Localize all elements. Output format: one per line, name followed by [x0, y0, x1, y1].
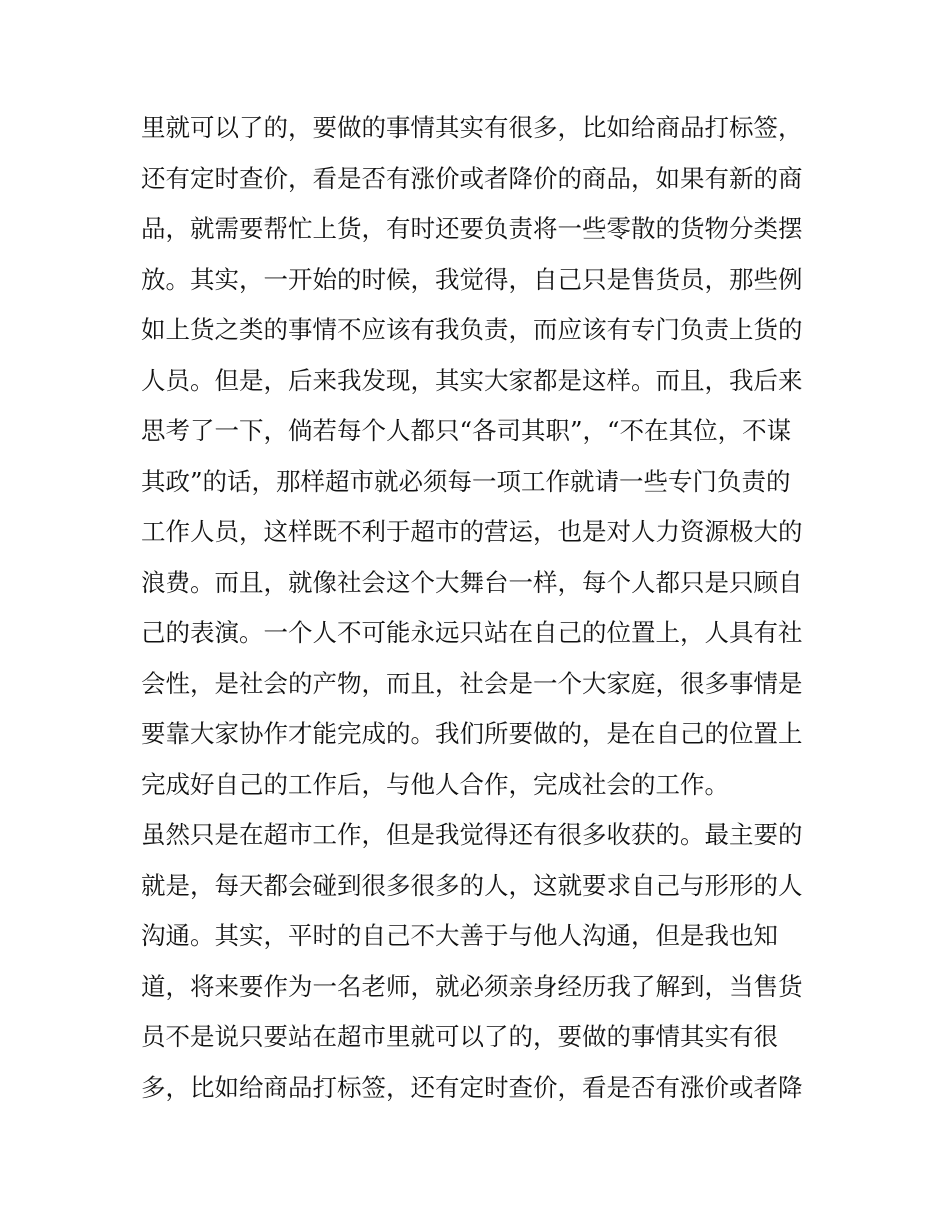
text-line: 人员。但是，后来我发现，其实大家都是这样。而且，我后来	[141, 365, 803, 395]
text-line: 会性，是社会的产物，而且，社会是一个大家庭，很多事情是	[141, 668, 803, 698]
text-line: 完成好自己的工作后，与他人合作，完成社会的工作。	[141, 769, 729, 799]
text-line: 思考了一下，倘若每个人都只“各司其职”，“不在其位，不谋	[141, 416, 792, 445]
text-line: 员不是说只要站在超市里就可以了的，要做的事情其实有很	[141, 1022, 778, 1051]
text-line: 浪费。而且，就像社会这个大舞台一样，每个人都只是只顾自	[141, 567, 803, 597]
text-line: 其政”的话，那样超市就必须每一项工作就请一些专门负责的	[141, 466, 791, 496]
text-line: 道，将来要作为一名老师，就必须亲身经历我了解到，当售货	[141, 971, 803, 1001]
text-line: 还有定时查价，看是否有涨价或者降价的商品，如果有新的商	[141, 163, 803, 193]
body-text	[141, 103, 821, 1113]
text-line: 己的表演。一个人不可能永远只站在自己的位置上，人具有社	[141, 618, 803, 647]
text-line: 如上货之类的事情不应该有我负责，而应该有专门负责上货的	[141, 315, 803, 344]
text-line: 放。其实，一开始的时候，我觉得，自己只是售货员，那些例	[141, 264, 803, 294]
text-line: 多，比如给商品打标签，还有定时查价，看是否有涨价或者降	[141, 1072, 803, 1102]
text-line: 就是，每天都会碰到很多很多的人，这就要求自己与形形的人	[141, 870, 803, 900]
text-line: 沟通。其实，平时的自己不大善于与他人沟通，但是我也知	[141, 921, 778, 950]
text-line: 虽然只是在超市工作，但是我觉得还有很多收获的。最主要的	[141, 820, 803, 849]
text-line: 工作人员，这样既不利于超市的营运，也是对人力资源极大的	[141, 517, 803, 546]
text-line: 里就可以了的，要做的事情其实有很多，比如给商品打标签，	[141, 113, 803, 142]
text-line: 要靠大家协作才能完成的。我们所要做的，是在自己的位置上	[141, 719, 803, 748]
text-line: 品，就需要帮忙上货，有时还要负责将一些零散的货物分类摆	[141, 214, 803, 243]
